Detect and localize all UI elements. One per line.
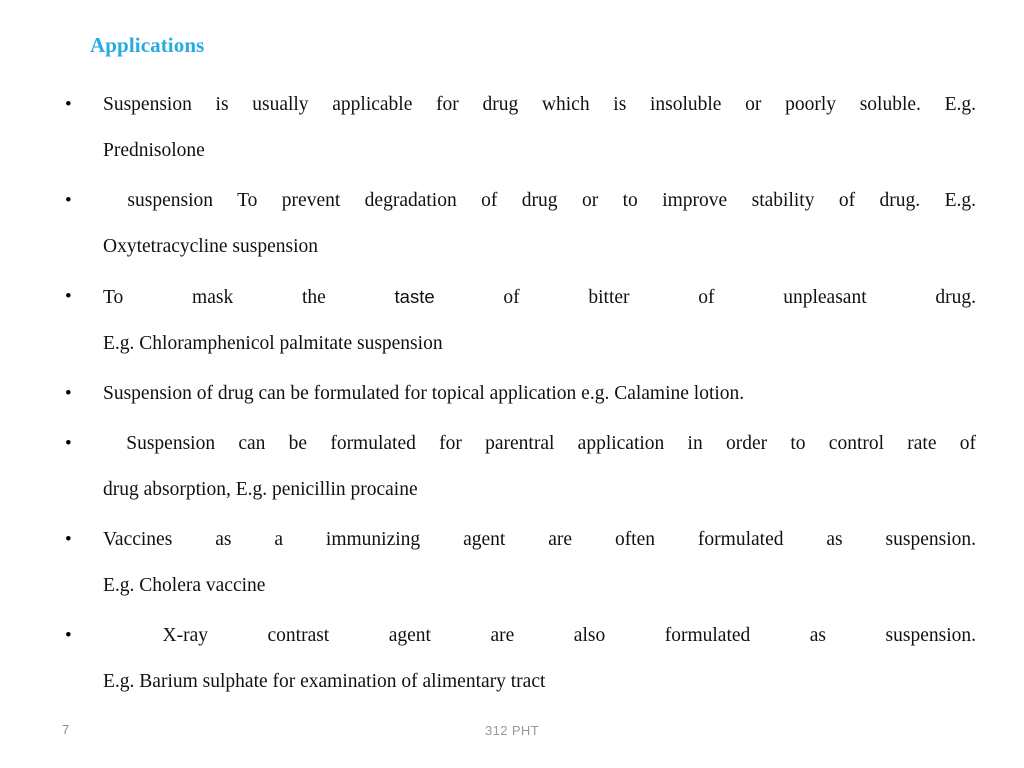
- list-item: [58, 371, 976, 417]
- list-item-line: drug absorption, E.g. penicillin procaine: [103, 479, 418, 500]
- bullet-marker-icon: •: [65, 190, 72, 211]
- list-item-text: [103, 371, 976, 417]
- list-item: [58, 274, 976, 367]
- emphasized-word: taste: [394, 286, 435, 307]
- list-item-line: suspension To prevent degradation of drug or to improve stability of drug. E.g.: [103, 190, 976, 211]
- list-item-text: [103, 613, 976, 705]
- list-item: [58, 82, 976, 174]
- footer-center-label: 312 PHT: [484, 723, 540, 738]
- list-item-text: [103, 517, 976, 609]
- list-item-line: Oxytetracycline suspension: [103, 236, 318, 257]
- list-item-text: [103, 82, 976, 174]
- list-item: [58, 613, 976, 705]
- list-item-text-segment: of bitter of unpleasant drug.: [434, 287, 976, 308]
- bullet-marker-icon: •: [65, 625, 72, 646]
- bullet-list: [58, 82, 976, 709]
- page-title: Applications: [90, 33, 205, 57]
- list-item-line: Suspension is usually applicable for drug which is insoluble or poorly soluble. E.g.: [103, 94, 976, 115]
- bullet-marker-icon: •: [65, 383, 72, 404]
- bullet-marker-icon: •: [65, 94, 72, 115]
- footer-page-number: 7: [62, 722, 70, 737]
- list-item-line: [103, 274, 976, 321]
- list-item-text-segment: To mask the: [103, 287, 395, 308]
- list-item: [58, 517, 976, 609]
- bullet-marker-icon: •: [65, 433, 72, 454]
- list-item-line: E.g. Chloramphenicol palmitate suspension: [103, 333, 443, 354]
- list-item-text: [103, 421, 976, 513]
- list-item: [58, 178, 976, 270]
- bullet-marker-icon: •: [65, 529, 72, 550]
- list-item-text: [103, 274, 976, 367]
- list-item-line: Suspension of drug can be formulated for topical application e.g. Calamine lotion.: [103, 383, 745, 404]
- list-item-text: [103, 178, 976, 270]
- list-item: [58, 421, 976, 513]
- list-item-line: Vaccines as a immunizing agent are often formulated as suspension.: [103, 529, 976, 550]
- list-item-line: Prednisolone: [103, 140, 205, 161]
- list-item-line: E.g. Cholera vaccine: [103, 575, 266, 596]
- list-item-line: Suspension can be formulated for parentral application in order to control rate of: [103, 433, 976, 454]
- list-item-line: E.g. Barium sulphate for examination of alimentary tract: [103, 671, 546, 692]
- list-item-line: X-ray contrast agent are also formulated as suspension.: [103, 625, 976, 646]
- bullet-marker-icon: •: [65, 286, 72, 307]
